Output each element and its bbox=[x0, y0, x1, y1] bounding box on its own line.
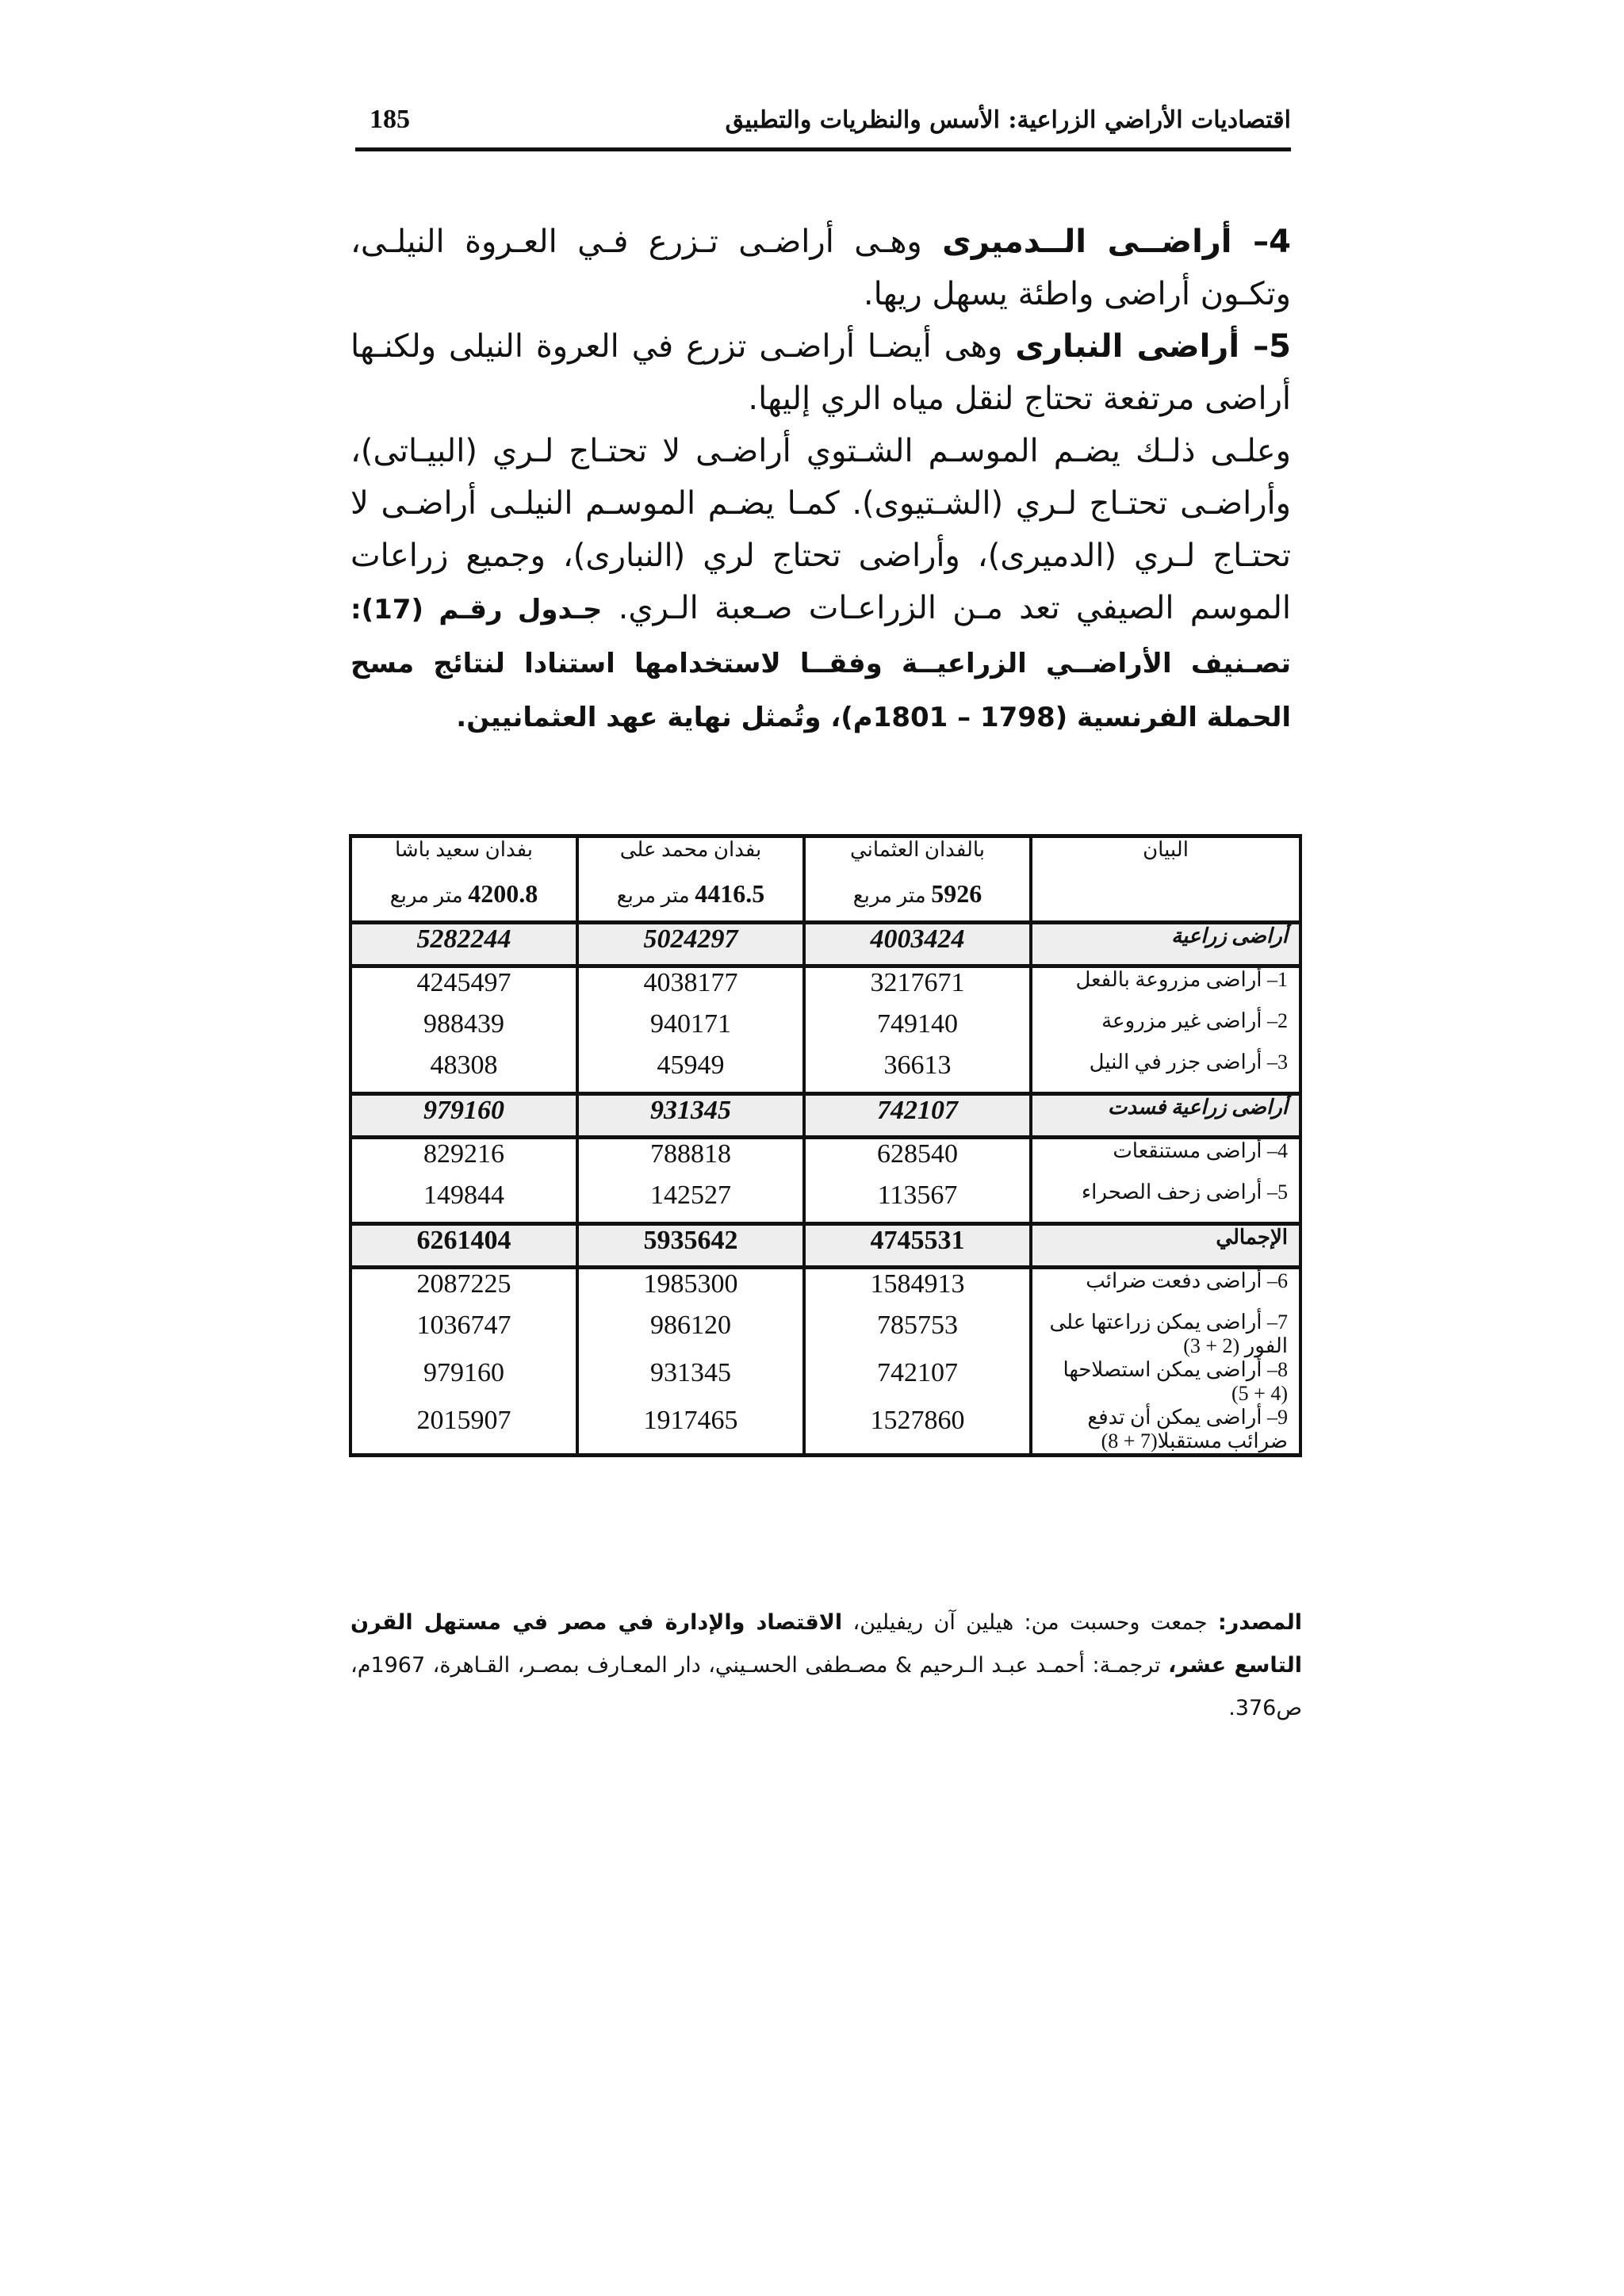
column-unit-ottoman: 5926 متر مربع bbox=[804, 879, 1031, 923]
item-5-lead: 5– أراضى النبارى bbox=[1015, 328, 1292, 365]
land-classification-table bbox=[349, 834, 1302, 1457]
cell-ottoman: 785753 bbox=[804, 1311, 1031, 1358]
cell-ottoman: 1527860 bbox=[804, 1406, 1031, 1456]
cell-ottoman: 749140 bbox=[804, 1009, 1031, 1050]
row-label: الإجمالي bbox=[1031, 1224, 1300, 1268]
cell-said-pasha: 149844 bbox=[350, 1181, 577, 1224]
cell-mohamed-ali: 1917465 bbox=[577, 1406, 804, 1456]
cell-ottoman: 36613 bbox=[804, 1050, 1031, 1094]
table-caption: جـدول رقـم (17): تصـنيف الأراضــي الزراعيــة وفقــا لاستخدامها استنادا لنتائج مسح الحملة الفرنسية (1798 – 1801م)، وتُمثل نهاية عهد العثمانيين. bbox=[350, 594, 1291, 733]
cell-ottoman: 4003424 bbox=[804, 923, 1031, 966]
season-paragraph bbox=[350, 425, 1291, 744]
cell-mohamed-ali: 5935642 bbox=[577, 1224, 804, 1268]
cell-mohamed-ali: 4038177 bbox=[577, 966, 804, 1010]
cell-mohamed-ali: 931345 bbox=[577, 1358, 804, 1406]
source-text-2: ترجمـة: أحمـد عبـد الـرحيم & مصـطفى الحسـيني، دار المعـارف بمصـر، القـاهرة، 1967م، ص376. bbox=[350, 1653, 1302, 1720]
table-row bbox=[350, 1268, 1300, 1311]
cell-said-pasha: 979160 bbox=[350, 1094, 577, 1138]
table-row bbox=[350, 1050, 1300, 1094]
cell-said-pasha: 6261404 bbox=[350, 1224, 577, 1268]
table-group-row-spoiled bbox=[350, 1094, 1300, 1138]
cell-said-pasha: 5282244 bbox=[350, 923, 577, 966]
source-text-1: جمعت وحسبت من: هيلين آن ريفيلين، bbox=[852, 1610, 1208, 1635]
column-unit-statement bbox=[1031, 879, 1300, 923]
cell-mohamed-ali: 931345 bbox=[577, 1094, 804, 1138]
column-header-ottoman-feddan: بالفدان العثماني bbox=[804, 836, 1031, 880]
source-book-title: الاقتصاد والإدارة في مصر في مستهل القرن التاسع عشر، bbox=[350, 1610, 1302, 1678]
table-total-row bbox=[350, 1224, 1300, 1268]
column-header-mohamed-ali-feddan: بفدان محمد على bbox=[577, 836, 804, 880]
cell-said-pasha: 48308 bbox=[350, 1050, 577, 1094]
cell-said-pasha: 1036747 bbox=[350, 1311, 577, 1358]
cell-mohamed-ali: 788818 bbox=[577, 1138, 804, 1181]
column-unit-mohamed-ali: 4416.5 متر مربع bbox=[577, 879, 804, 923]
item-4 bbox=[350, 216, 1291, 320]
page-number: 185 bbox=[370, 105, 410, 134]
row-label: 2– أراضى غير مزروعة bbox=[1031, 1009, 1300, 1050]
row-label: 7– أراضى يمكن زراعتها على الفور (2 + 3) bbox=[1031, 1311, 1300, 1358]
row-label: 1– أراضى مزروعة بالفعل bbox=[1031, 966, 1300, 1010]
table-row bbox=[350, 1181, 1300, 1224]
cell-said-pasha: 829216 bbox=[350, 1138, 577, 1181]
column-unit-said-pasha: 4200.8 متر مربع bbox=[350, 879, 577, 923]
table-row bbox=[350, 966, 1300, 1010]
cell-said-pasha: 988439 bbox=[350, 1009, 577, 1050]
cell-ottoman: 3217671 bbox=[804, 966, 1031, 1010]
item-4-lead: 4– أراضــى الــدميرى bbox=[942, 224, 1291, 260]
table-header-row bbox=[350, 836, 1300, 880]
cell-ottoman: 1584913 bbox=[804, 1268, 1031, 1311]
item-5-text: وهى أيضـا أراضـى تزرع في العروة النيلى ولكنـها أراضى مرتفعة تحتاج لنقل مياه الري إليها. bbox=[350, 328, 1291, 417]
table-group-row-agricultural bbox=[350, 923, 1300, 966]
cell-said-pasha: 2015907 bbox=[350, 1406, 577, 1456]
column-header-said-pasha-feddan: بفدان سعيد باشا bbox=[350, 836, 577, 880]
cell-ottoman: 742107 bbox=[804, 1358, 1031, 1406]
running-title: اقتصاديات الأراضي الزراعية: الأسس والنظريات والتطبيق bbox=[725, 106, 1291, 134]
item-4-text: وهـى أراضـى تـزرع فـي العـروة النيلـى، وتكـون أراضى واطئة يسهل ريها. bbox=[350, 224, 1291, 312]
cell-said-pasha: 4245497 bbox=[350, 966, 577, 1010]
cell-ottoman: 628540 bbox=[804, 1138, 1031, 1181]
running-header bbox=[355, 97, 1291, 151]
row-label: 4– أراضى مستنقعات bbox=[1031, 1138, 1300, 1181]
cell-said-pasha: 2087225 bbox=[350, 1268, 577, 1311]
column-header-statement: البيان bbox=[1031, 836, 1300, 880]
cell-mohamed-ali: 5024297 bbox=[577, 923, 804, 966]
table-row bbox=[350, 1311, 1300, 1358]
cell-mohamed-ali: 45949 bbox=[577, 1050, 804, 1094]
table-row bbox=[350, 1406, 1300, 1456]
cell-ottoman: 113567 bbox=[804, 1181, 1031, 1224]
row-label: 5– أراضى زحف الصحراء bbox=[1031, 1181, 1300, 1224]
land-classification-table-wrap bbox=[350, 834, 1302, 1457]
cell-mohamed-ali: 940171 bbox=[577, 1009, 804, 1050]
row-label: 3– أراضى جزر في النيل bbox=[1031, 1050, 1300, 1094]
row-label: 6– أراضى دفعت ضرائب bbox=[1031, 1268, 1300, 1311]
cell-ottoman: 4745531 bbox=[804, 1224, 1031, 1268]
cell-mohamed-ali: 1985300 bbox=[577, 1268, 804, 1311]
cell-ottoman: 742107 bbox=[804, 1094, 1031, 1138]
row-label: أراضى زراعية فسدت bbox=[1031, 1094, 1300, 1138]
row-label: 9– أراضى يمكن أن تدفع ضرائب مستقبلا(7 + 8) bbox=[1031, 1406, 1300, 1456]
row-label: أراضى زراعية bbox=[1031, 923, 1300, 966]
table-unit-row bbox=[350, 879, 1300, 923]
cell-mohamed-ali: 986120 bbox=[577, 1311, 804, 1358]
cell-mohamed-ali: 142527 bbox=[577, 1181, 804, 1224]
source-label: المصدر: bbox=[1217, 1610, 1302, 1635]
table-row bbox=[350, 1358, 1300, 1406]
table-row bbox=[350, 1138, 1300, 1181]
row-label: 8– أراضى يمكن استصلاحها (4 + 5) bbox=[1031, 1358, 1300, 1406]
item-5 bbox=[350, 320, 1291, 425]
source-note bbox=[350, 1601, 1302, 1730]
cell-said-pasha: 979160 bbox=[350, 1358, 577, 1406]
table-row bbox=[350, 1009, 1300, 1050]
body-text bbox=[350, 216, 1291, 744]
season-paragraph-text: وعلـى ذلـك يضـم الموسـم الشـتوي أراضـى لا تحتـاج لـري (البيـاتى)، وأراضـى تحتـاج لـري (الشـتيوى). كمـا يضـم الموسـم النيلـى أراضـى لا تحتـاج لـري (الدميرى)، وأراضى تحتاج لري (النبارى)، وجميع زراعات الموسم الصيفي تعد مـن الزراعـات صـعبة الـري. bbox=[350, 433, 1291, 626]
